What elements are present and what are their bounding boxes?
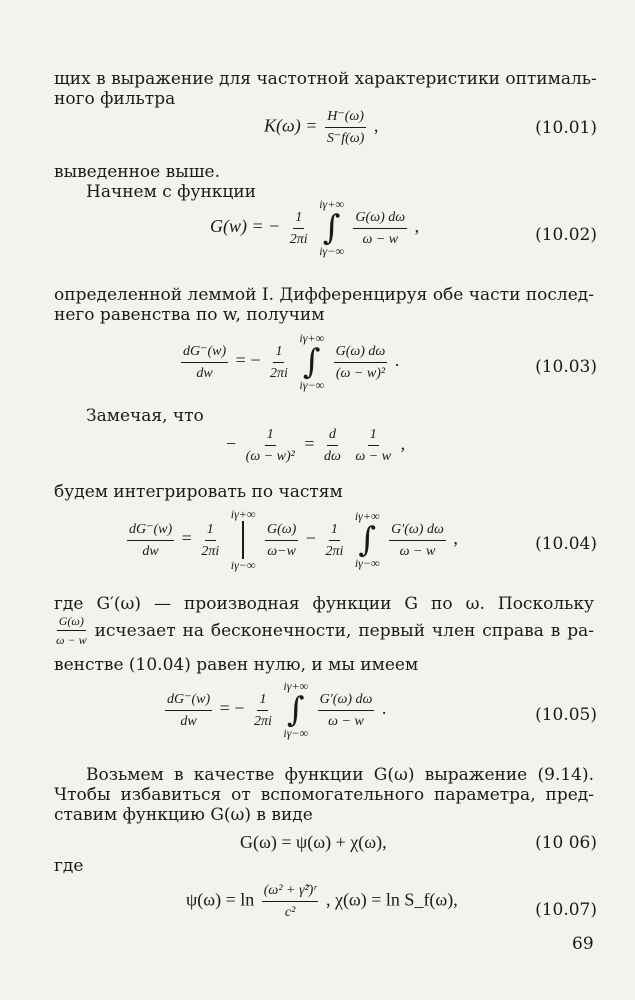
eq-label-10-02: (10.02) <box>535 225 597 245</box>
upper-limit: iγ+∞ <box>230 507 256 521</box>
lhs-num: dG⁻(w) <box>165 691 212 711</box>
eq-lhs: K(ω) = <box>264 115 318 136</box>
equation-10-01 <box>264 108 378 147</box>
eq-tail: , <box>414 216 420 237</box>
eq-lhs: ψ(ω) = ln <box>186 889 255 910</box>
eq-label-10-06: (10 06) <box>535 833 597 853</box>
eq-label-10-05: (10.05) <box>535 705 597 725</box>
eq-lhs: G(w) = − <box>210 216 281 237</box>
eq-den: c² <box>284 905 296 920</box>
lower-limit: iγ−∞ <box>283 726 309 740</box>
coef-num: 1 <box>329 521 340 541</box>
eq-coef <box>288 209 310 248</box>
text-line-12: Чтобы избавиться от вспомогательного параметра, пред- <box>54 785 594 805</box>
text-line-9b: исчезает на бесконечности, первый член справа в ра- <box>94 620 594 641</box>
text-line-5: определенной леммой I. Дифференцируя обе части послед- <box>54 285 594 305</box>
eq-num: H⁻(ω) <box>325 108 366 128</box>
lhs-den: dw <box>142 543 159 559</box>
eq-rhs: , χ(ω) = ln S_f(ω), <box>325 889 458 910</box>
lower-limit: iγ−∞ <box>354 556 380 570</box>
equation-10-06: G(ω) = ψ(ω) + χ(ω), <box>240 832 387 852</box>
integral-sign <box>319 198 344 258</box>
equation-10-07 <box>186 882 458 921</box>
eq-label-10-01: (10.01) <box>535 118 597 138</box>
text-line-3: выведенное выше. <box>54 162 220 182</box>
f-den: ω−w <box>267 543 296 559</box>
eq-tail: , <box>373 115 379 136</box>
eq-sign: = <box>304 433 315 454</box>
coef-num: 1 <box>293 209 304 229</box>
eq-tail: , <box>400 433 406 454</box>
eq-lhs-fraction <box>181 343 228 382</box>
eq-coef <box>252 691 274 730</box>
lower-limit: iγ−∞ <box>299 378 325 392</box>
eq-sign: = − <box>219 698 245 719</box>
coef-den: 2πi <box>253 713 272 729</box>
integral-icon: ∫ <box>322 208 341 248</box>
integral-sign <box>355 510 380 570</box>
lhs-num: dG⁻(w) <box>127 521 174 541</box>
text-line-11: Возьмем в качестве функции G(ω) выражение (9.14). <box>86 765 594 785</box>
eq-label-10-07: (10.07) <box>535 900 597 920</box>
b-den: dω <box>324 449 341 464</box>
page-number: 69 <box>572 934 594 954</box>
eq-fraction-a <box>244 426 297 465</box>
equation-10-02 <box>210 198 419 258</box>
eq-fraction <box>353 209 407 248</box>
eq-minus: − <box>226 433 237 454</box>
integral-sign <box>299 332 324 392</box>
eq-fraction-c <box>353 426 393 465</box>
lhs-num: dG⁻(w) <box>181 343 228 363</box>
coef-den: 2πi <box>201 543 220 559</box>
c-den: ω − w <box>355 449 392 464</box>
inline-num: G(ω) <box>57 614 86 631</box>
text-line-13: ставим функцию G(ω) в виде <box>54 805 313 825</box>
text-line-14: где <box>54 856 84 876</box>
b-num: d <box>327 426 338 446</box>
coef-num: 1 <box>205 521 216 541</box>
eq-num: G(ω) dω <box>334 343 388 363</box>
integral-icon: ∫ <box>302 342 321 382</box>
a-den: (ω − w)² <box>245 449 295 464</box>
lhs-den: dw <box>180 713 197 729</box>
eq-num: G′(ω) dω <box>318 691 375 711</box>
vertical-bar <box>242 521 243 559</box>
eq-fraction <box>318 691 375 730</box>
eq-sign: = <box>181 528 192 549</box>
eq-coef-2 <box>323 521 345 560</box>
inline-fraction <box>54 614 89 647</box>
text-line-4: Начнем с функции <box>86 182 256 202</box>
text-line-1: щих в выражение для частотной характеристики оптималь- <box>54 69 597 89</box>
f-num: G(ω) <box>265 521 298 541</box>
equation-identity <box>226 426 405 465</box>
eq-minus: − <box>305 528 316 549</box>
text-line-9a: где G′(ω) — производная функции G по ω. Поскольку <box>54 594 594 614</box>
eq-num: G(ω) dω <box>353 209 407 229</box>
eq-label-10-03: (10.03) <box>535 357 597 377</box>
eq-coef <box>268 343 290 382</box>
eq-fraction <box>325 108 367 147</box>
text-line-7: Замечая, что <box>86 406 204 426</box>
coef-den: 2πi <box>269 365 288 381</box>
coef-num: 1 <box>257 691 268 711</box>
eq-fraction-f <box>265 521 298 560</box>
c-num: 1 <box>368 426 379 446</box>
text-line-6: него равенства по w, получим <box>54 305 325 325</box>
g-num: G′(ω) dω <box>389 521 446 541</box>
eq-coef-1 <box>199 521 221 560</box>
eq-den: ω − w <box>328 713 364 729</box>
equation-10-03 <box>178 332 399 392</box>
coef-num: 1 <box>273 343 284 363</box>
eq-den: (ω − w)² <box>335 365 386 381</box>
equation-10-04 <box>124 508 458 572</box>
g-den: ω − w <box>399 543 436 559</box>
lower-limit: iγ−∞ <box>230 558 256 572</box>
a-num: 1 <box>265 426 276 446</box>
upper-limit: iγ+∞ <box>354 509 380 523</box>
text-line-10: венстве (10.04) равен нулю, и мы имеем <box>54 655 419 675</box>
eq-tail: . <box>381 698 387 719</box>
text-line-8: будем интегрировать по частям <box>54 482 343 502</box>
eq-label-10-04: (10.04) <box>535 534 597 554</box>
integral-icon: ∫ <box>286 690 305 730</box>
integral-icon: ∫ <box>358 520 377 560</box>
lhs-den: dw <box>196 365 213 381</box>
eq-lhs-fraction <box>165 691 212 730</box>
lower-limit: iγ−∞ <box>319 244 344 258</box>
text-line-2: ного фильтра <box>54 89 176 109</box>
eq-den: ω − w <box>362 231 399 247</box>
evaluation-bar <box>231 508 256 572</box>
eq-sign: = − <box>235 350 261 371</box>
eq-num: (ω² + γ̃²)ʳ <box>262 882 319 902</box>
upper-limit: iγ+∞ <box>319 197 344 211</box>
coef-den: 2πi <box>325 543 344 559</box>
coef-den: 2πi <box>289 231 308 247</box>
eq-fraction <box>262 882 319 921</box>
upper-limit: iγ+∞ <box>299 331 325 345</box>
equation-10-05 <box>162 680 386 740</box>
text-line-9b-row <box>54 614 594 647</box>
eq-tail: . <box>394 350 400 371</box>
integral-sign <box>283 680 308 740</box>
eq-fraction-g <box>389 521 446 560</box>
eq-den: S⁻f(ω) <box>326 131 365 146</box>
eq-tail: , <box>453 528 458 549</box>
eq-fraction <box>334 343 388 382</box>
eq-lhs-fraction <box>127 521 174 560</box>
upper-limit: iγ+∞ <box>283 679 309 693</box>
inline-den: ω − w <box>56 633 87 647</box>
eq-fraction-b <box>322 426 343 465</box>
